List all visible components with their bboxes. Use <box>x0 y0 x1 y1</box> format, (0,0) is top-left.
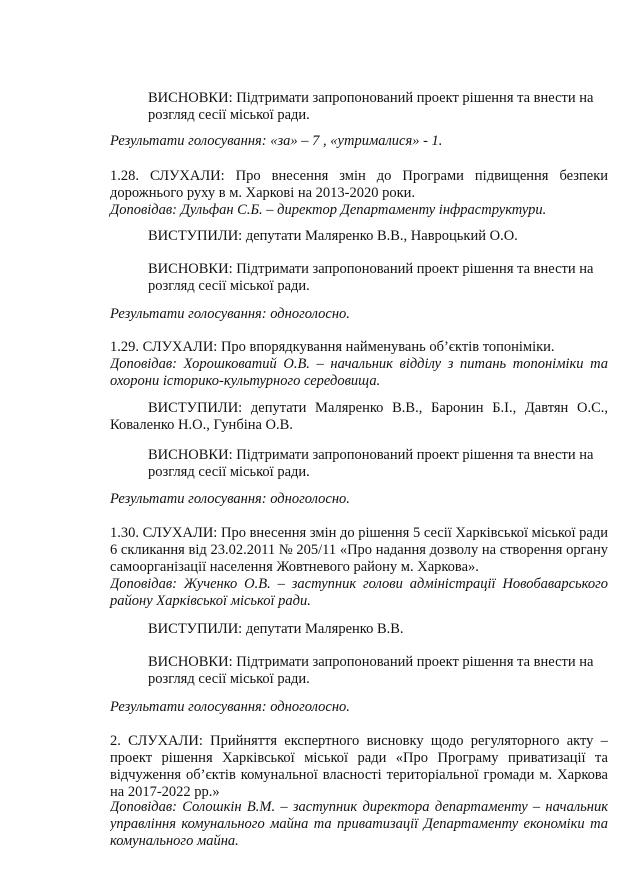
text-line: 1.28. СЛУХАЛИ: Про внесення змін до Програми підвищення безпеки <box>110 168 608 184</box>
voting-result <box>110 491 608 508</box>
heard-item-2 <box>110 733 608 801</box>
text-line: Доповідав: Солошкін В.М. – заступник директора департаменту – начальник <box>110 799 608 815</box>
text-line: розгляд сесії міської ради. <box>148 107 310 123</box>
text-line: 1.30. СЛУХАЛИ: Про внесення змін до рішення 5 сесії Харківської міської ради <box>110 525 608 541</box>
text-line: 2. СЛУХАЛИ: Прийняття експертного висновку щодо регуляторного акту – <box>110 733 608 749</box>
text-line: на 2017-2022 рр.» <box>110 784 220 800</box>
text-line: ВИСНОВКИ: Підтримати запропонований проект рішення та внести на <box>148 90 594 106</box>
heard-item-1-29 <box>110 339 608 356</box>
voting-result <box>110 306 608 323</box>
text-line: 6 скликання від 23.02.2011 № 205/11 «Про надання дозволу на створення органу <box>110 542 608 558</box>
heard-item-1-30 <box>110 525 608 576</box>
text-line: самоорганізації населення Жовтневого району м. Харкова». <box>110 559 479 575</box>
text-line: ВИСТУПИЛИ: депутати Маляренко В.В. <box>148 621 404 637</box>
conclusion-paragraph <box>110 90 608 124</box>
text-line: дорожнього руху в м. Харкові на 2013-2020 роки. <box>110 185 416 201</box>
text-line: комунального майна. <box>110 833 239 849</box>
text-line: Результати голосування: «за» – 7 , «утрималися» - 1. <box>110 133 443 149</box>
speakers-paragraph <box>110 400 608 434</box>
speakers-paragraph <box>110 621 608 638</box>
heard-item-1-28 <box>110 168 608 202</box>
conclusion-paragraph <box>110 447 608 481</box>
text-line: Результати голосування: одноголосно. <box>110 306 350 322</box>
voting-result <box>110 699 608 716</box>
speaker-line <box>110 576 608 610</box>
text-line: Доповідав: Хорошковатий О.В. – начальник відділу з питань топоніміки та <box>110 356 608 372</box>
voting-result <box>110 133 608 150</box>
text-line: відчуження об’єктів комунальної власності територіальної громади м. Харкова <box>110 767 608 783</box>
text-line: Доповідав: Дульфан С.Б. – директор Департаменту інфраструктури. <box>110 202 547 218</box>
text-line: Коваленко Н.О., Гунбіна О.В. <box>110 417 293 433</box>
text-line: розгляд сесії міської ради. <box>148 464 310 480</box>
conclusion-paragraph <box>110 654 608 688</box>
speakers-paragraph <box>110 228 608 245</box>
text-line: проект рішення Харківської міської ради «Про Програму приватизації та <box>110 750 608 766</box>
text-line: ВИСНОВКИ: Підтримати запропонований проект рішення та внести на <box>148 261 594 277</box>
text-line: Результати голосування: одноголосно. <box>110 491 350 507</box>
conclusion-paragraph <box>110 261 608 295</box>
speaker-line <box>110 356 608 390</box>
text-line: ВИСТУПИЛИ: депутати Маляренко В.В., Навроцький О.О. <box>148 228 518 244</box>
text-line: розгляд сесії міської ради. <box>148 278 310 294</box>
speaker-line <box>110 799 608 850</box>
text-line: управління комунального майна та приватизації Департаменту економіки та <box>110 816 608 832</box>
text-line: охорони історико-культурного середовища. <box>110 373 381 389</box>
text-line: ВИСНОВКИ: Підтримати запропонований проект рішення та внести на <box>148 447 594 463</box>
text-line: району Харківської міської ради. <box>110 593 311 609</box>
text-line: ВИСНОВКИ: Підтримати запропонований проект рішення та внести на <box>148 654 594 670</box>
text-line: 1.29. СЛУХАЛИ: Про впорядкування найменувань об’єктів топоніміки. <box>110 339 555 355</box>
text-line: розгляд сесії міської ради. <box>148 671 310 687</box>
text-line: ВИСТУПИЛИ: депутати Маляренко В.В., Баронин Б.І., Давтян О.С., <box>148 400 608 416</box>
text-line: Результати голосування: одноголосно. <box>110 699 350 715</box>
speaker-line <box>110 202 608 219</box>
text-line: Доповідав: Жученко О.В. – заступник голови адміністрації Новобаварського <box>110 576 608 592</box>
